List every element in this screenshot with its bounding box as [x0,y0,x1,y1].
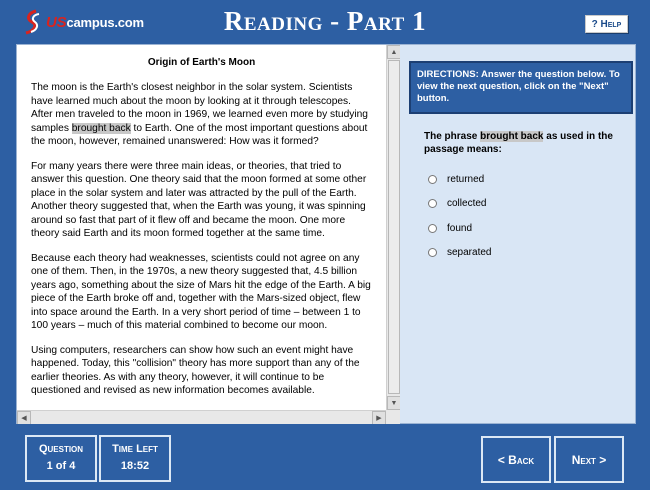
time-left-value: 18:52 [120,460,150,472]
passage-paragraph: Because each theory had weaknesses, scientists could not agree on any one of them. Then, in the 1970s, a new theory suggested that, 4.5 billion years ago, something about the size of Mars hit the edge of the Earth. A big piece of the Earth broke off and, together with the Mars-sized object, flew into space around the Earth. In a very short period of time – between 1 to 100 years – much of this material combined to become our moon. [31,252,371,331]
answer-options [428,167,491,265]
passage-horizontal-scrollbar[interactable] [17,410,386,424]
answer-option[interactable] [428,192,491,217]
passage-pane [17,45,386,410]
scroll-right-arrow-icon[interactable]: ▶ [372,411,386,425]
passage-vertical-scrollbar[interactable] [386,45,400,410]
time-left-label: Time Left [112,443,158,455]
option-label[interactable]: returned [447,173,485,185]
option-label[interactable]: found [447,222,473,234]
scroll-up-arrow-icon[interactable]: ▲ [387,45,401,59]
passage-paragraph: Using computers, researchers can show how such an event might have happened. Today, this "collision" theory has more support than any of the earlier theories. As with any theory, however, it will continue to be questioned and revised as new information becomes available. [31,344,360,396]
back-button[interactable]: < Back [481,436,551,483]
highlighted-phrase: brought back [480,131,544,142]
radio-button[interactable] [428,224,437,233]
option-label[interactable]: collected [447,198,487,210]
scroll-thumb[interactable] [388,60,400,394]
radio-button[interactable] [428,175,437,184]
radio-button[interactable] [428,199,437,208]
time-left [99,435,171,482]
question-counter-value: 1 of 4 [46,460,76,472]
passage-paragraph: For many years there were three main ideas, or theories, that tried to answer this question. One theory said that the moon formed at some other place in the solar system and later was attracted by the pull of the Earth. Another theory suggested that, when the Earth was young, it was spinning around so fast that part of it flew off and became the moon. One more theory said Earth and its moon formed together at the same time. [31,160,367,239]
question-prompt: The phrase brought back as used in the passage means: [424,131,613,155]
radio-button[interactable] [428,248,437,257]
answer-option[interactable] [428,241,491,266]
logo-text: UScampus.com [46,13,144,31]
scroll-left-arrow-icon[interactable]: ◀ [17,411,31,425]
highlighted-phrase: brought back [71,122,131,134]
question-pane [400,45,635,423]
help-button[interactable]: ? Help [585,15,628,33]
next-button[interactable]: Next > [554,436,624,483]
scrollbar-corner [386,410,400,424]
scroll-down-arrow-icon[interactable]: ▼ [387,396,401,410]
directions-box: DIRECTIONS: Answer the question below. To view the next question, click on the "Next" button. [409,61,633,114]
answer-option[interactable] [428,216,491,241]
test-content [16,44,636,424]
passage-title: Origin of Earth's Moon [147,57,256,68]
answer-option[interactable] [428,167,491,192]
header-bar [0,0,650,44]
option-label[interactable]: separated [447,247,492,259]
question-counter [25,435,97,482]
page-title: Reading - Part 1 [223,6,427,36]
passage-paragraph: The moon is the Earth's closest neighbor in the solar system. Scientists have learned much about the moon by looking at it through telescopes. After men traveled to the moon in 1969, we learned even more by studying samples brought back to Earth. One of the most important questions about the moon, however, remained unanswered: How was it formed? [31,82,368,147]
question-counter-label: Question [38,443,84,455]
footer-bar [0,424,650,490]
